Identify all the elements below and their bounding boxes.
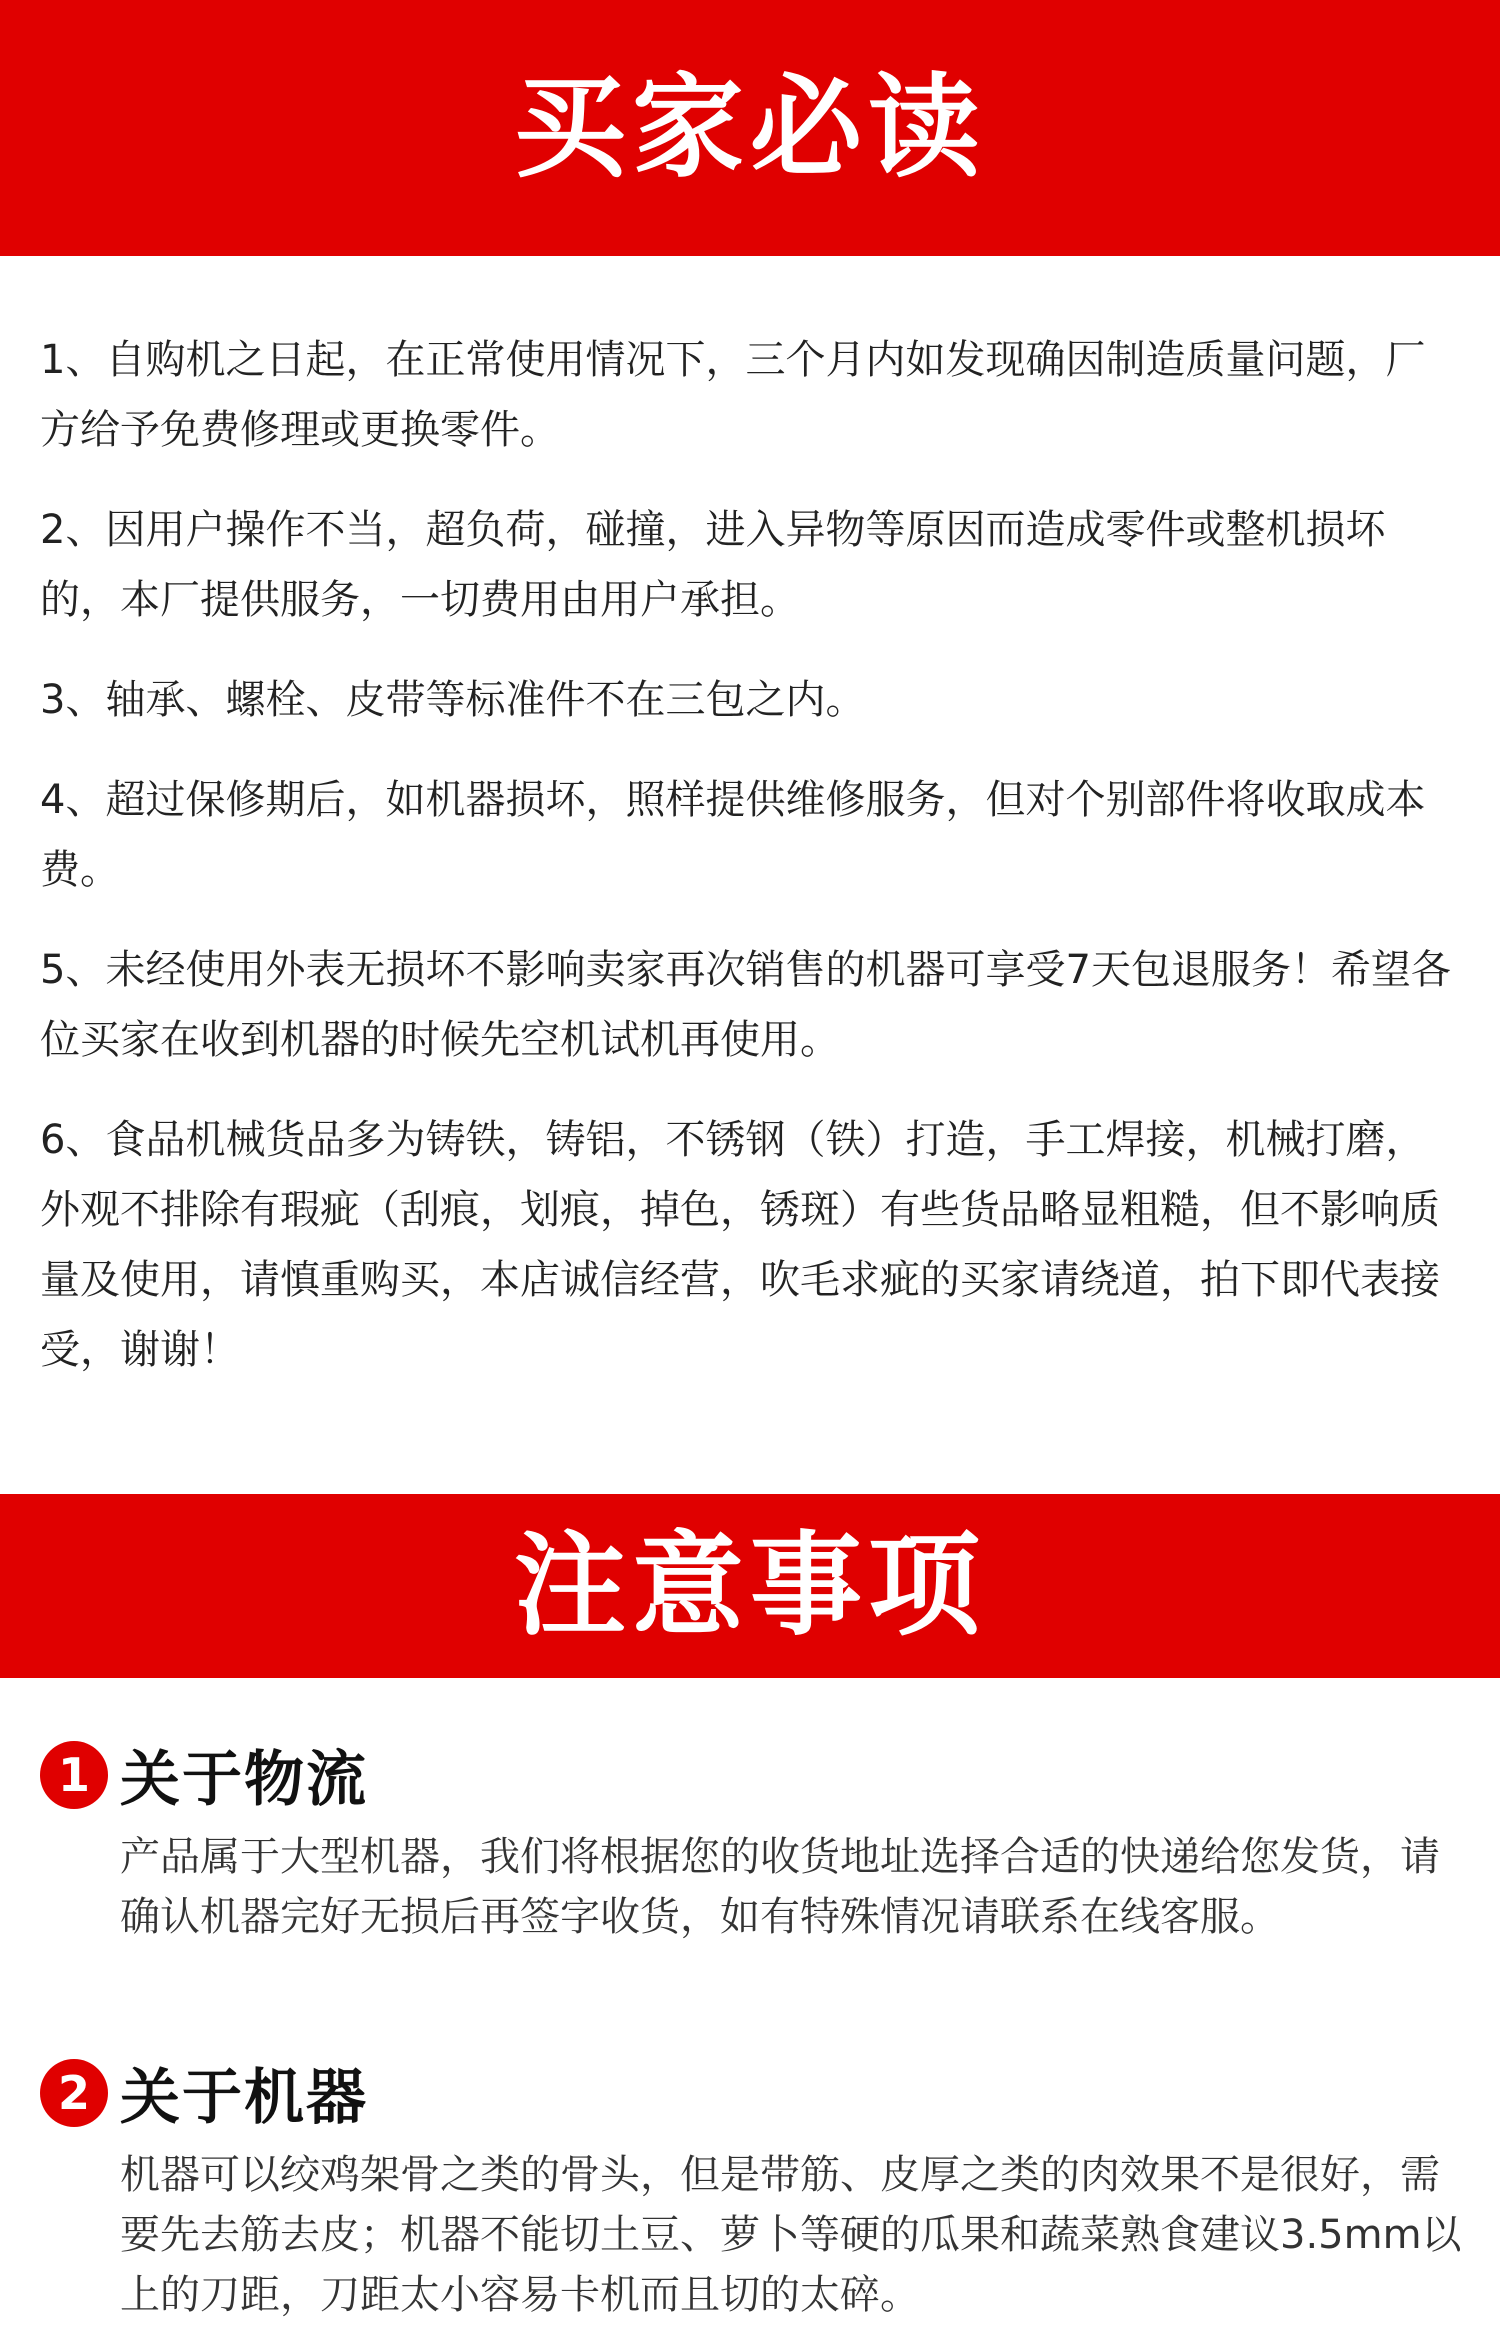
topic-body: 产品属于大型机器，我们将根据您的收货地址选择合适的快递给您发货，请确认机器完好无损后再签字收货，如有特殊情况请联系在线客服。 [120, 1834, 1440, 1940]
topic-logistics [40, 1735, 1465, 1947]
buyer-notice-banner [0, 0, 1500, 256]
topic-machine [40, 2053, 1465, 2325]
topic-body: 机器可以绞鸡架骨之类的骨头，但是带筋、皮厚之类的肉效果不是很好，需要先去筋去皮；机器不能切土豆、萝卜等硬的瓜果和蔬菜熟食建议3.5mm以上的刀距，刀距太小容易卡机而且切的太碎。 [120, 2152, 1462, 2318]
topic-header [40, 1735, 1465, 1815]
notice-item-6: 6、食品机械货品多为铸铁，铸铝，不锈钢（铁）打造，手工焊接，机械打磨，外观不排除有瑕疵（刮痕，划痕，掉色，锈斑）有些货品略显粗糙，但不影响质量及使用，请慎重购买，本店诚信经营，吹毛求疵的买家请绕道，拍下即代表接受，谢谢！ [40, 1117, 1440, 1373]
buyer-notice-list [40, 325, 1465, 1415]
topic-header [40, 2053, 1465, 2133]
number-badge-icon: 2 [40, 2059, 108, 2127]
topic-title: 关于物流 [120, 1745, 368, 1815]
precautions-banner [0, 1494, 1500, 1678]
notice-item-4: 4、超过保修期后，如机器损坏，照样提供维修服务，但对个别部件将收取成本费。 [40, 777, 1426, 893]
precautions-title: 注意事项 [514, 1521, 986, 1651]
notice-item-5: 5、未经使用外表无损坏不影响卖家再次销售的机器可享受7天包退服务！希望各位买家在收到机器的时候先空机试机再使用。 [40, 947, 1451, 1063]
number-badge-icon: 1 [40, 1741, 108, 1809]
notice-item-3: 3、轴承、螺栓、皮带等标准件不在三包之内。 [40, 677, 866, 723]
buyer-notice-title: 买家必读 [514, 63, 986, 193]
notice-item-1: 1、自购机之日起，在正常使用情况下，三个月内如发现确因制造质量问题，厂方给予免费修理或更换零件。 [40, 337, 1426, 453]
notice-item-2: 2、因用户操作不当，超负荷，碰撞，进入异物等原因而造成零件或整机损坏的，本厂提供服务，一切费用由用户承担。 [40, 507, 1386, 623]
topic-title: 关于机器 [120, 2063, 368, 2133]
